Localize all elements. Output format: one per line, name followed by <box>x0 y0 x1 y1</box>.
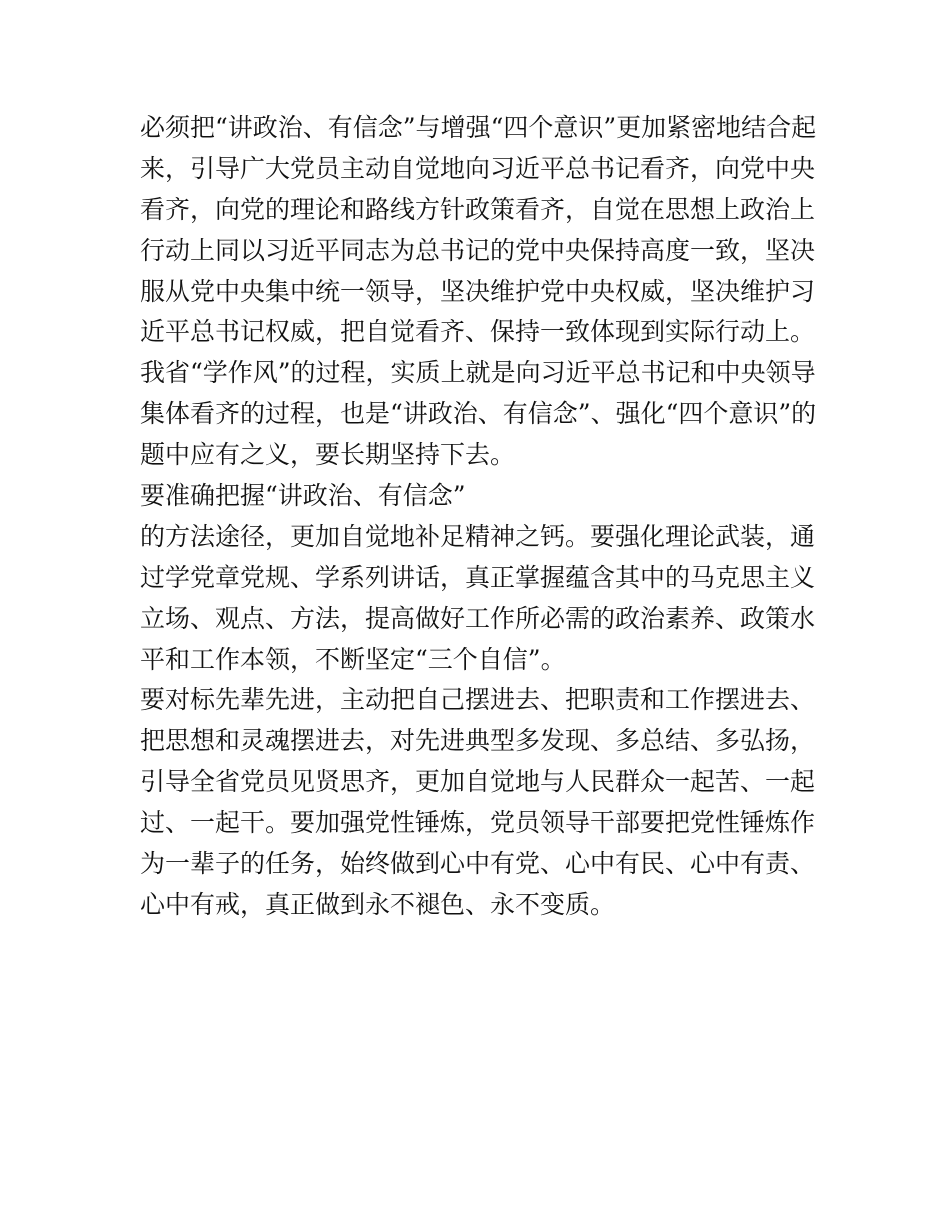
text-line: 近平总书记权威，把自觉看齐、保持一致体现到实际行动上。 <box>140 317 816 347</box>
text-line: 集体看齐的过程，也是“讲政治、有信念”、强化“四个意识”的 <box>140 399 817 429</box>
text-line: 必须把“讲政治、有信念”与增强“四个意识”更加紧密地结合起 <box>140 113 817 142</box>
text-line: 服从党中央集中统一领导，坚决维护党中央权威，坚决维护习 <box>140 276 816 306</box>
text-line: 为一辈子的任务，始终做到心中有党、心中有民、心中有责、 <box>140 849 816 879</box>
text-line: 引导全省党员见贤思齐，更加自觉地与人民群众一起苦、一起 <box>140 767 816 797</box>
body-text <box>140 108 820 926</box>
text-line: 行动上同以习近平同志为总书记的党中央保持高度一致，坚决 <box>140 235 816 265</box>
text-line: 立场、观点、方法，提高做好工作所必需的政治素养、政策水 <box>140 603 816 633</box>
text-line: 要准确把握“讲政治、有信念” <box>140 481 466 511</box>
text-line: 来，引导广大党员主动自觉地向习近平总书记看齐，向党中央 <box>140 153 816 183</box>
text-line: 平和工作本领，不断坚定“三个自信”。 <box>140 644 566 674</box>
text-line: 要对标先辈先进，主动把自己摆进去、把职责和工作摆进去、 <box>140 685 816 715</box>
text-line: 心中有戒，真正做到永不褪色、永不变质。 <box>140 889 616 919</box>
text-line: 过学党章党规、学系列讲话，真正掌握蕴含其中的马克思主义 <box>140 562 816 592</box>
text-line: 看齐，向党的理论和路线方针政策看齐，自觉在思想上政治上 <box>140 194 816 224</box>
text-line: 题中应有之义，要长期坚持下去。 <box>140 440 516 470</box>
text-line: 过、一起干。要加强党性锤炼，党员领导干部要把党性锤炼作 <box>140 808 816 838</box>
text-line: 的方法途径，更加自觉地补足精神之钙。要强化理论武装，通 <box>140 521 816 551</box>
text-line: 我省“学作风”的过程，实质上就是向习近平总书记和中央领导 <box>140 358 816 388</box>
text-line: 把思想和灵魂摆进去，对先进典型多发现、多总结、多弘扬， <box>140 726 816 756</box>
